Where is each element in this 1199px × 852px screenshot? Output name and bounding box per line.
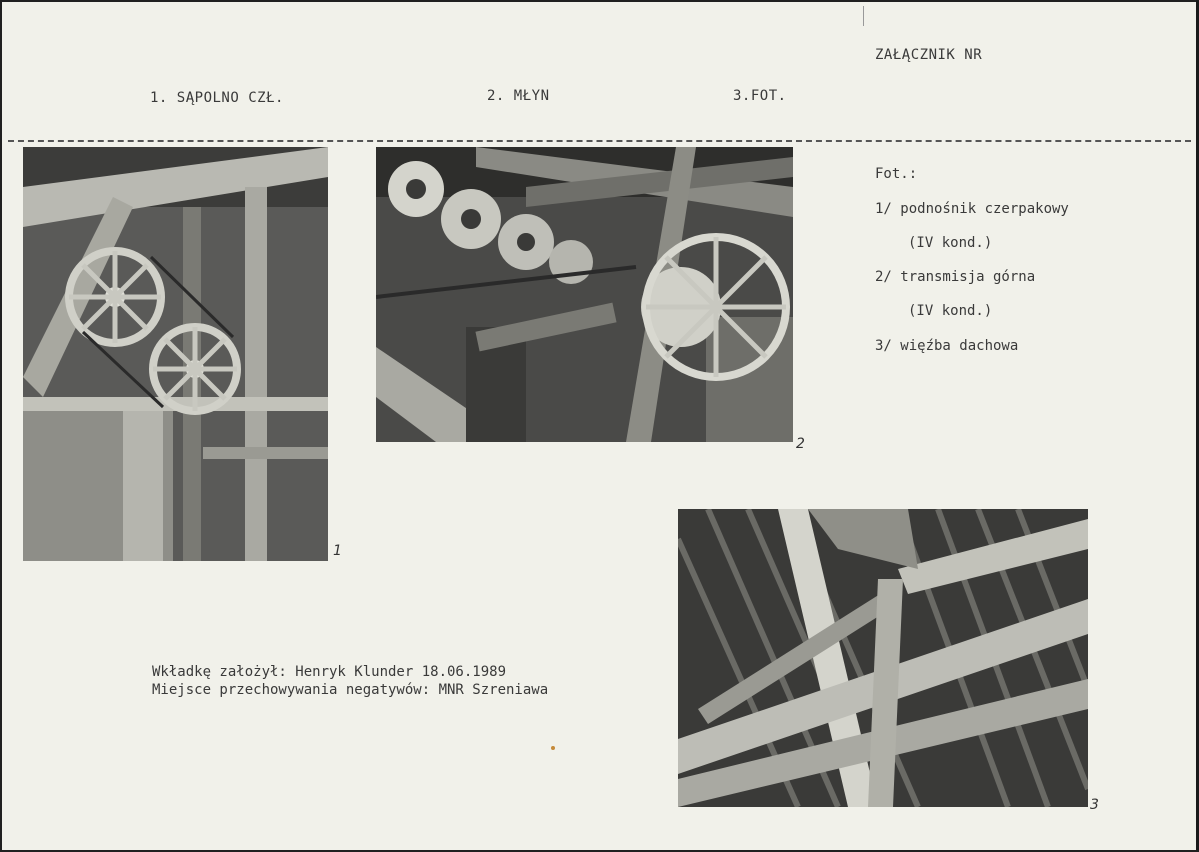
field-location: 1. SĄPOLNO CZŁ.: [150, 90, 284, 106]
photo-2-number: 2: [796, 436, 805, 452]
photo-1-image: [23, 147, 328, 561]
caption-2: 2/ transmisja górna: [875, 269, 1036, 285]
caption-1-sub: (IV kond.): [908, 235, 993, 251]
photo-3: [678, 509, 1088, 807]
footer-author: Wkładkę założył: Henryk Klunder 18.06.1989: [152, 664, 507, 680]
fold-mark: [863, 6, 864, 26]
cut-line: [8, 140, 1191, 142]
photo-2: [376, 147, 793, 442]
card-edge-left: [0, 0, 2, 852]
photo-1-number: 1: [333, 543, 342, 559]
ink-spot: [551, 746, 555, 750]
caption-1: 1/ podnośnik czerpakowy: [875, 201, 1069, 217]
field-type: 3.FOT.: [733, 88, 787, 104]
photo-1: [23, 147, 328, 561]
caption-3: 3/ więźba dachowa: [875, 338, 1019, 354]
card-edge-top: [0, 0, 1199, 2]
field-object: 2. MŁYN: [487, 88, 550, 104]
photo-2-image: [376, 147, 793, 442]
footer-storage: Miejsce przechowywania negatywów: MNR Szreniawa: [152, 682, 549, 698]
photo-3-image: [678, 509, 1088, 807]
caption-2-sub: (IV kond.): [908, 303, 993, 319]
photo-3-number: 3: [1090, 797, 1099, 813]
attachment-label: ZAŁĄCZNIK NR: [875, 47, 983, 63]
captions-title: Fot.:: [875, 166, 918, 182]
